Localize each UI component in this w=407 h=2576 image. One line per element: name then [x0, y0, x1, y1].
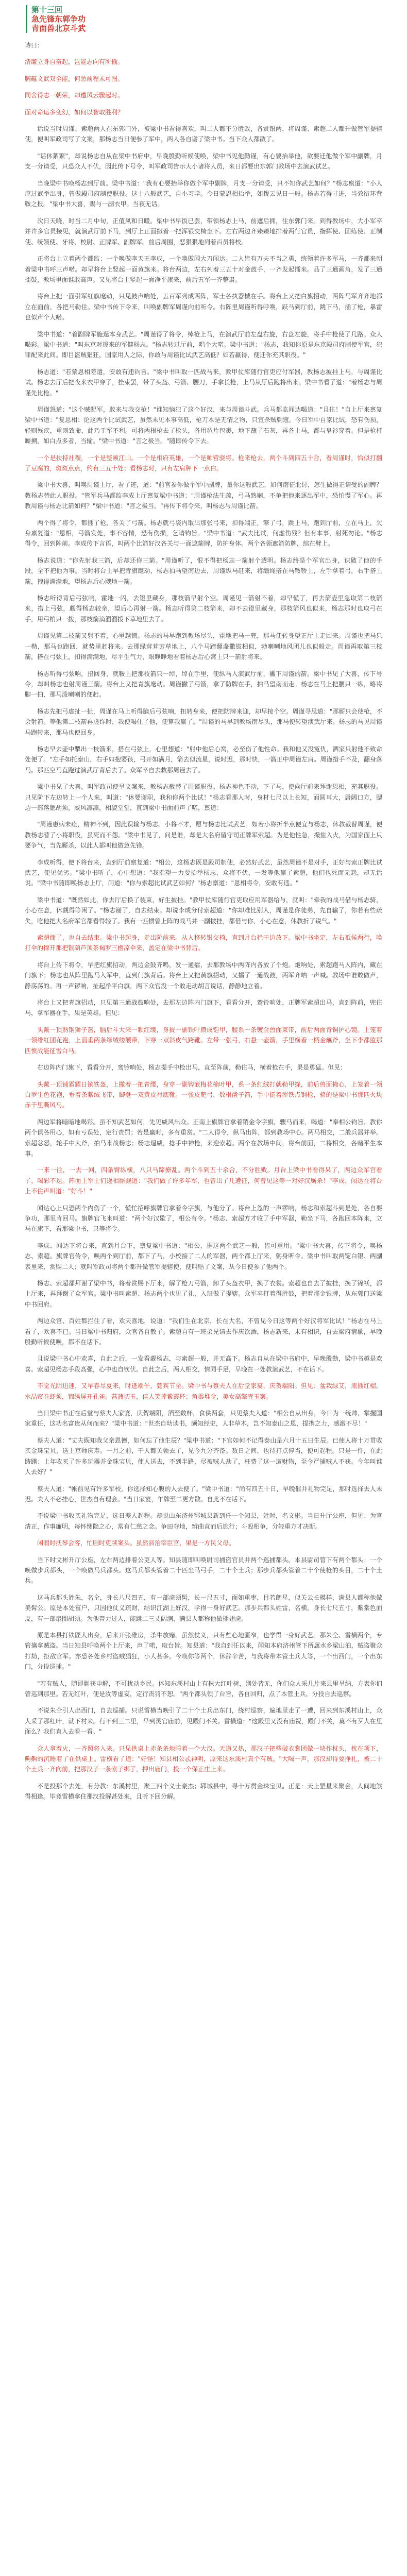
poem-line: 清廉立身自奋起，岂能志向有所输。 — [25, 58, 124, 66]
paragraph: 右边阵内门旗下，看看分开，鸾铃响处，杨志提手中枪出马，直至阵前，勒住马，横着枪在手，果是勇猛。但见： — [37, 1064, 347, 1072]
paragraph: 将台上传下将令，早把红旗招动，两边金鼓齐鸣，发一通擂，去那教场中两阵内各放了个炮。炮响处，索超跑马入阵内，藏在门旗下；杨志也从阵里跑马入军中，直到门旗背后。将台上又把黄旗招动，又擂了一通战鼓，两军齐呐一声喊。教场中谁敢做声，静荡荡的。再一声锣响，扯起净平白旗，两下众官没一个敢走动胡言说话，静静地立着。 — [25, 961, 382, 990]
paragraph: 杨志道："若蒙恩相差遣，安敢有违钧旨。"梁中书叫取一匹战马来，教甲仗库随行官吏应付军器，教杨志披挂上马，与周谨比试。杨志去厅后把夜来衣甲穿了，拴束罢，带了头盔、弓箭、腰刀，手拿长枪，上马从厅后跑将出来。梁中书看了道："着杨志与周谨先比枪。" — [25, 368, 382, 397]
paragraph: 当下时文彬升厅公座，左右两边排着公吏人等。知县随即叫唤尉司捕盗官员并两个巡捕都头。本县尉司管下有两个都头：一个唤做步兵都头，一个唤做马兵都头。这马兵都头管着二十匹坐马弓手，二十个土兵；那步兵都头管着二十个使枪的头目，二十个土兵。 — [25, 1556, 382, 1585]
paragraph: 闲暇时抚琴会客，忙剧时吏牍案头。虽然县治宰臣官，果是一方民父母。 — [37, 1539, 235, 1547]
paragraph: 当晚梁中书唤杨志到厅前。梁中书道："我有心要抬举你做个军中副牌，月支一分请受，只不知你武艺如何？"杨志禀道："小人应过武举出身，曾做殿司府制使职役。这十八般武艺，自小习学。今日蒙恩相抬举，如拨云见日一般。杨志若得寸进，当效衔环背鞍之报。"梁中书大喜，赐与一副衣甲。当夜无话。 — [25, 179, 382, 208]
chapter-title-block — [26, 5, 382, 33]
paragraph: 众人拿着火，一齐照将入来。只见供桌上赤条条地睡着一个大汉。天道又热，那汉子把些破衣裳团做一块作枕头，枕在项下，齁齁的沉睡着了在供桌上。雷横看了道："好怪！知县相公忒神明，原来这东溪村真个有贼。"大喝一声，那汉却待要挣扎，被二十个土兵一齐向前，把那汉子一条索子绑了，押出庙门，投一个保正庄上来。 — [25, 1744, 382, 1773]
paragraph: 杨志早去壶中掣出一枝箭来，搭在弓弦上，心里想道："射中他后心窝，必至伤了他性命。我和他又没冤仇，洒家只射他不致命处便了。"左手如托泰山，右手如抱婴孩，弓开如满月，箭去似流星，说时迟，那时快，一箭正中周谨左肩。周谨措手不及，翻身落马。那匹空马直跑过演武厅背后去了。众军卒自去救那周谨去了。 — [25, 745, 382, 774]
chapter-title-line-2: 青面兽北京斗武 — [31, 24, 86, 33]
paragraph: 杨志说道："你先射我三箭，后却还你三箭。"周谨听了，恨不得把杨志一箭射个透明。杨志终是个军官出身，识破了他的手段，全不把他为事。当时将台上早把青旗麾动，杨志拍马望南边去，周谨纵马赶来，将缰绳搭在马鞍鞒上，左手拿着弓，右手搭上箭，拽得满满地，望杨志后心飕地一箭。 — [25, 556, 382, 585]
poem-line: 同舍得志一朝荣，却遭风云骤起时。 — [25, 92, 124, 99]
paragraph: 闻达心上只恐两个内伤了一个，慌忙招呼旗牌官拿着令字旗，与他分了。将台上忽的一声锣响，杨志和索超斗到是处，各自要争功，那里肯回马。旗牌官飞来叫道："两个好汉歇了，相公有令。"杨志、索超方才收了手中军器，勒坐下马，各跑回本阵来，立马在旗下，看那梁中书，只等将令。 — [25, 1204, 382, 1233]
paragraph: 杨志先把弓虚扯一扯，周谨在马上听得脑后弓弦响，扭转身来，便把防牌来迎，却早接个空。周谨寻思道："那厮只会使枪，不会射箭。等他第二枝箭再虚诈时，我便喝住了他，便算我赢了。"周谨的马早到教场南尽头，那马便转望演武厅来。杨志的马见周谨马跑转来，那马也便回身。 — [25, 707, 382, 736]
paragraph: 一个是扶持社稷，一个是整顿江山。一个是相府英雄，一个是帅营骁将。枪来枪去，两个斗到四五十合，看周谨时，恰似打翻了豆腐的，斑斑点点，约有三五十处；看杨志时，只有左肩胛下一点白。 — [25, 454, 382, 472]
paragraph: 杨志听得弓弦响，扭回身，就鞍上把那枝箭只一绰，绰在手里，便纵马入演武厅前，撇下周谨的箭。梁中书见了大喜，传下号令，却叫杨志也射周谨三箭。将台上又把青旗麾动。周谨撇了弓箭，拿了防牌在手，拍马望南而走。杨志在马上把腰只一纵，略将脚一拍，那马泼喇喇的便赶。 — [25, 670, 382, 699]
chapter-body — [25, 40, 382, 1802]
paragraph: 蔡夫人道："帐前见有许多军校，你选择知心腹的人去便了。"梁中书道："尚有四五十日，早晚催并礼物完足，那时选择去人未迟。夫人不必挂心，世杰自有理会。"当日家宴，午牌至二更方散。自此不在话下。 — [25, 1485, 382, 1503]
paragraph: 不说朱仝引人出西门，自去巡捕。只说雷横当晚引了二十个土兵出东门，绕村巡察，遍地里走了一遭，回来到东溪村山上，众人采了那红叶，就下村来。行不到三二里，早到灵官庙前，见殿门不关。雷横道："这殿里又没有庙祝，殿门不关，莫不有歹人在里面么？我们直入去看一看。" — [25, 1707, 382, 1736]
paragraph: 梁中书见了大喜，叫军政司便呈文案来，教杨志截替了周谨职役。杨志神色不动，下了马，便向厅前来拜谢恩相，充其职役。只见阶下左边转上一个人来，叫道："休要谢职，我和你两个比试！"杨志看那人时，身材七尺以上长短，面圆耳大，唇阔口方，腮边一部落腮胡须，威风凛凛，相貌堂堂，直到梁中书面前声了喏，禀道： — [25, 783, 382, 811]
paragraph: 头戴一顶熟钢狮子盔，脑后斗大来一颗红缨，身披一副铁叶攒成铠甲，腰系一条镀金兽面束带，前后两面青铜护心镜。上笼着一领绯红团花袍，上面垂两条绿绒缕颔带，下穿一双斜皮气跨靴。左带一张弓，右悬一壶箭，手里横着一柄金蘸斧，坐下李都监那匹惯战能征雪白马。 — [25, 1026, 382, 1055]
paragraph: 两边众官、百姓都拦住了看，欢天喜地，说道："我们生在北京，长在大名，不曾见今日这等两个好汉将军比试！"杨志在马上看了，欢喜不已。当日梁中书归府，众官各自散了。索超自有一班弟兄请去作庆饮酒，杨志新来，未有相识，自去梁府宿歇，早晚殷勤听候使唤，都不在话下。 — [25, 1317, 382, 1346]
chapter-number: 第十三回 — [31, 5, 63, 14]
paragraph: 李成听得，便下将台来，直到厅前禀复道："相公，这杨志既是殿司制使，必然好武艺，虽然周谨不是对手，正好与索正牌比试武艺，便见优劣。"梁中书听了，心中想道："我指望一力要抬举杨志，众将不伏，一发等他赢了索超，他们也死而无怨，却无话说。"梁中书随即唤杨志上厅，问道："你与索超比试武艺如何？"杨志禀道："恩相将令，安敢有违。" — [25, 858, 382, 887]
paragraph: "若有贼人，随即剿获申解，不可扰动乡民。体知东溪村山上有株大红叶树，别处皆无，你们众人采几片来县里呈纳，方表你们曾巡到那里。若无红叶，便是汝等虚妄，定行责罚不恕。"两个都头领了台旨，各自回归，点了本管土兵，分投自去巡察。 — [25, 1680, 382, 1698]
paragraph: 话说当时周谨、索超两人在东郭门外，被梁中书看得喜欢，叫二人都不分胜败，各赏银两，将周谨、索超二人都升做管军提辖使，便叫军政司写了文案，那杨志当日便参了军中，两人各自谢了梁中书。当下众人都散了。 — [25, 125, 382, 143]
chapter-title-line-1: 急先锋东郭争功 — [31, 14, 86, 24]
paragraph: 这马兵都头姓朱，名仝，身长八尺四五，有一部虎须髯，长一尺五寸，面如重枣，目若朗星，似关云长模样，满县人都称他做美髯公。原是本处富户，只因他仗义疏财，结识江湖上好汉，学得一身好武艺。那步兵都头姓雷，名横，身长七尺五寸，紫棠色面皮，有一部扇圈胡须。为他膂力过人，能跳二三丈阔涧，满县人都称他做插翅虎。 — [25, 1594, 382, 1622]
paragraph: 原是本县打铁匠人出身，后来开张碓房，杀牛放赌。虽然仗义，只有些心地匾窄，也学得一身好武艺。那朱仝、雷横两个，专管擒拿贼盗。当日知县呼唤两个上厅来，声了喏，取台旨。知县道："我自到任以来，闻知本府济州管下所属水乡梁山泊，贼盗聚众打劫，拒敌官军。亦恐各处乡村盗贼猖狂，小人甚多。今唤你等两个，休辞辛苦，与我将带本管土兵人等，一个出西门，一个出东门，分投巡捕。" — [25, 1631, 382, 1671]
paragraph: "周谨患病未痊，精神不到，因此误输与杨志。小将不才，愿与杨志比试武艺。如若小将折半点便宜与杨志，休教截替周谨，便教杨志替了小将职役，虽死而不怨。"梁中书见了，问是谁，却是大名府留守司正牌军索超。为是他性急，撮盐入火，为国家面上只要争气，当先厮杀，以此人都叫他做急先锋。 — [25, 821, 382, 850]
paragraph: 两个得了将令，都插了枪，各关了弓箭。杨志就弓袋内取出那张弓来，扣得端正，擎了弓，跳上马，跑到厅前，立在马上，欠身禀复道："恩相，弓箭发处，事不容情，恐有伤损，乞请钧旨。"梁中书道："武夫比试，何虑伤残？但有本事，射死勿论。"杨志得令，回到阵前。李成传下言语，叫两个比箭好汉各关与一面遮箭牌，防护身体。两个各领遮箭防牌，绾在臂上。 — [25, 519, 382, 548]
paragraph: 周谨见第二枝箭又射不着，心里越慌。杨志的马早跑到教场尽头，霍地把马一兜，那马便转身望正厅上走回来。周谨也把马只一勒，那马也跑回，就势里赶将来。去那绿茸茸芳草地上，八个马蹄翻盏撒钹相似，勃喇喇地风团儿也似般走。周谨再取第三枝箭，搭在弓弦上，扣得满满地，尽平生气力，眼睁睁地看着杨志后心窝上只一箭射将来。 — [25, 632, 382, 661]
paragraph: 两边军将暗暗地喝彩。虽不知武艺如何，先见威风出众。正南上旗牌官拿着销金令字旗，骤马而来，喝道："奉相公钧旨，教你两个俱各用心，如有亏误处，定行责罚；若是赢时，多有重赏。"二人得令，纵马出阵，都到教场中心。两马相交，二般兵器并举。索超忿怒，轮手中大斧，拍马来战杨志；杨志逞威，捻手中神枪，来迎索超。两个在教场中间，将台前面，二将相交，各赌平生本事。 — [25, 1118, 382, 1157]
paragraph: 梁中书道："既然如此，你去厅后换了装束，好生披挂。"教甲仗库随行官吏取应用军器给与，就叫："牵我的战马借与杨志骑，小心在意，休觑得等闲了。"杨志谢了，自去结束。却说李成分付索超道："你却难比别人，周谨是你徒弟，先自输了，你若有些疏失，吃他把大名府军官都看得轻了。我有一匹惯曾上阵的战马并一副披挂，都借与你，小心在意，休教折了锐气。" — [25, 896, 382, 925]
paragraph: 杨志、索超都拜谢了梁中书，将着赏赐下厅来，解了枪刀弓箭，卸了头盔衣甲，换了衣裳。索超也自去了披挂，换了锦袄，都上厅来，再拜谢了众军官。梁中书叫索超、杨志两个也见了礼，入班做了提辖。众军卒打着得胜鼓，把着那金银牌，从东郭门送梁中书回府。 — [25, 1280, 382, 1308]
paragraph: 杨志听得背后弓弦响，霍地一闪，去镫里藏身，那枝箭早射个空。周谨见一箭射不着，却早慌了，再去箭壶里急取第二枝箭来，搭上弓弦，觑得杨志较亲，望后心再射一箭。杨志听得第二枝箭来，却不去镫里藏身，那枝箭风也似来，杨志那时也取弓在手，用弓梢只一拨，那枝箭滴溜溜拨下草地里去了。 — [25, 595, 382, 623]
paragraph-list — [25, 124, 382, 1802]
paragraph: 不是投那个去处，有分教：东溪村里，聚三四个义士豪杰；郓城县中，寻十万贯金珠宝贝。正是：天上罡星来聚会，人间地煞得相逢。毕竟雷横拿住那汉投解甚处来，且听下回分解。 — [25, 1782, 382, 1801]
paragraph: 将台上把一面引军红旗麾动，只见鼓声响处，五百军列成两阵，军士各执器械在手。将台上又把白旗招动，两阵马军齐齐地都立在面前，各把马勒住。梁中书传下令来，叫唤副牌军周谨向前听令。右阵里周谨听得呼唤，跃马到厅前，跳下马，插了枪，暴雷也似声个大喏。 — [25, 293, 382, 321]
paragraph: 蔡夫人道："丈夫既知我父亲恩德，如何忘了他生辰？"梁中书道："下官如何不记得泰山是六月十五日生辰。已使人将十万贯收买金珠宝贝，送上京师庆寿。一月之前，干人都关领去了，见今九分齐备。数日之间，也待打点停当，便可起程。只是一件，在此踌躇：上年收买了许多玩器并金珠宝贝，使人送去，不到半路，尽被贼人劫了，枉费了这一遭财物，至今严捕贼人不获。今年叫谁人去好？" — [25, 1436, 382, 1476]
paragraph: 且说梁中书心中欢喜，自此之后，一发看觑杨志，与索超一般，并无高下。杨志自从在梁中书府中，早晚殷勤，梁中书越是欢喜。索超见杨志手段高强，心中也自钦伏。自此之后，两人相交，情同手足，早晚在一处教演武艺，不在话下。 — [25, 1355, 382, 1373]
paragraph: 一来一往，一去一回，四条臂纵横，八只马蹄撩乱。两个斗到五十余合，不分胜败。月台上梁中书看得呆了，两边众军官看了，喝彩不迭。阵面上军士们递相厮觑道："我们做了许多年军，也曾出了几遭征，何曾见这等一对好汉厮杀！"李成、闻达在将台上不住声叫道："好斗！" — [25, 1166, 382, 1195]
poem-line: 面对命运多变幻，如何以智取胜利？ — [25, 108, 124, 116]
poem-line: 胸蕴文武双全能，何愁前程未可图。 — [25, 75, 124, 82]
paragraph: 当日梁中书正在后堂与蔡夫人家宴，庆贺端阳，酒至数杯，食供两套，只见蔡夫人道："相公自从出身，今日为一统帅，掌握国家重任，这功名富贵从何而来？"梁中书道："世杰自幼读书，颇知经史，人非草木，岂不知泰山之恩，提携之力，感激不尽！" — [25, 1410, 382, 1428]
paragraph: 梁中书道："着副牌军施逞本身武艺。"周谨得了将令，绰枪上马，在演武厅前左盘右旋，右盘左旋，将手中枪使了几路。众人喝彩。梁中书道："叫东京对拨来的军健杨志。"杨志转过厅前，唱个大喏。梁中书道："杨志，我知你原是东京殿司府制使军官，犯罪配来此间。即目盗贼猖狂，国家用人之际，你敢与周谨比试武艺高低？如若赢得，便迁你充其职役。" — [25, 330, 382, 359]
paragraph: 索超谢了，也自去结束。梁中书起身，走出阶前来。从人移转银交椅，直到月台栏干边放下。梁中书坐定，左右祗候两行，唤打伞的撑开那把银葫芦顶茶褐罗三檐凉伞来，盖定在梁中书背后。 — [25, 934, 382, 952]
paragraph: 次日天晓，时当二月中旬，正值风和日暖。梁中书早饭已罢，带领杨志上马，前遮后拥，往东郭门来。到得教场中，大小军卒并许多官员接见，就演武厅前下马，到厅上正面撒着一把浑银交椅坐下。左右两边齐臻臻地排着两行官员，指挥使、团练使、正制使、统领使、牙将、校尉、正牌军、副牌军。前后周围，恶狠狠地列着百员将校。 — [25, 217, 382, 246]
paragraph: 正将台上立着两个都监：一个唤做李天王李成，一个唤做闻大刀闻达。二人皆有万夫不当之勇，统领着许多军马，一齐都来朝着梁中书呼三声喏。却早将台上竖起一面黄旗来。将台两边，左右列着三五十对金鼓手，一齐发起擂来。品了三通画角，发了三通擂鼓，教场里面谁敢高声。又见将台上竖起一面净平旗来，前后五军一齐整肃。 — [25, 255, 382, 283]
paragraph: 梁中书大喜，叫唤周谨上厅，看了迹，道："前官参你做个军中副牌，量你这般武艺，如何南征北讨，怎生做得正请受的副牌？教杨志替此人职役。"管军兵马都监李成上厅禀复梁中书道："周谨枪法生疏，弓马熟娴，不争把他来逐出军中，恐怕慢了军心。再教周谨与杨志比箭如何？"梁中书道："言之极当。"再传下将令来，叫杨志与周谨比箭。 — [25, 481, 382, 510]
poem-heading: 诗曰： — [25, 42, 44, 49]
paragraph: 将台上又把青旗招动，只见第三通战鼓响处，去那左边阵内门旗下，看看分开，鸾铃响处，正牌军索超出马，直到阵前，兜住马，拿军器在手，果是英雄。但见： — [25, 999, 382, 1017]
paragraph: "话休絮繁"，却说杨志自从在梁中书府中，早晚殷勤听候使唤，梁中书见他勤谨，有心要抬举他，欲要迁他做个军中副牌，月支一分请受，只恐众人不伏，因此传下号令，叫军政司告示大小诸将人员，来日都要出东郭门教场中去演武试艺。 — [25, 152, 382, 171]
paragraph: 李成、闻达下将台来，直到月台下，禀复梁中书道："相公，据这两个武艺一般，皆可重用。"梁中书大喜，传下将令，唤杨志、索超。旗牌官传令，唤两个到厅前，都下了马，小校接了二人的军器，两个都上厅来，躬身听令。梁中书叫取两锭白银、两副表里来，赏赐二人；就叫军政司将两个都升做管军提辖使，便叫贴了文案，从今日便参了他两个。 — [25, 1242, 382, 1270]
paragraph: 不觉光阴迅速，又早春尽夏来，时逢端午，蕤宾节至。梁中书与蔡夫人在后堂家宴，庆贺端阳。但见：盆栽绿艾，瓶插红榴。水晶帘卷虾须，锦绣屏开孔雀。菖蒲切玉，佳人笑捧紫霞杯；角黍堆金，美女高擎青玉案。 — [25, 1382, 382, 1400]
paragraph: 头戴一顶铺霜耀日镔铁盔，上撒着一把青缨，身穿一副钩嵌梅花榆叶甲，系一条红绒打就勒甲绦，前后兽面掩心，上笼着一领白罗生色花袍，垂着条紫绒飞带，脚登一双黄皮衬底靴。一张皮靶弓，数根凿子箭，手中挺着浑铁点钢枪，骑的是梁中书那匹火块赤千里嘶风马。 — [25, 1080, 382, 1109]
paragraph: 不说梁中书收买礼物完足，选日差人起程。却说山东济州郓城县新到任一个知县，姓时，名文彬。当日升厅公座，但见：为官清正，作事廉明，每怀恻隐之心，常有仁慈之念。争田夺地，辨曲直而后施行；斗殴相争，分轻重方才决断。 — [25, 1512, 382, 1530]
paragraph: 周谨怒道："这个贼配军，敢来与我交枪！"谁知恼犯了这个好汉，来与周谨斗武。兵马都监闻达喝道："且住！"自上厅来禀复梁中书道："复恩相：论这两个比试武艺，虽然未见本事高低，枪刀本是无情之物，只宜杀贼剿寇。今日军中自家比试，恐有伤损，轻则残疾，重则致命，此乃于军不利。可将两根枪去了枪头，各用毡片包裹，地下蘸了石灰，再各上马，都与皂衫穿着。但是枪杆厮搠，如白点多者，当输。"梁中书道："言之极当。"随即传令下去。 — [25, 405, 382, 445]
